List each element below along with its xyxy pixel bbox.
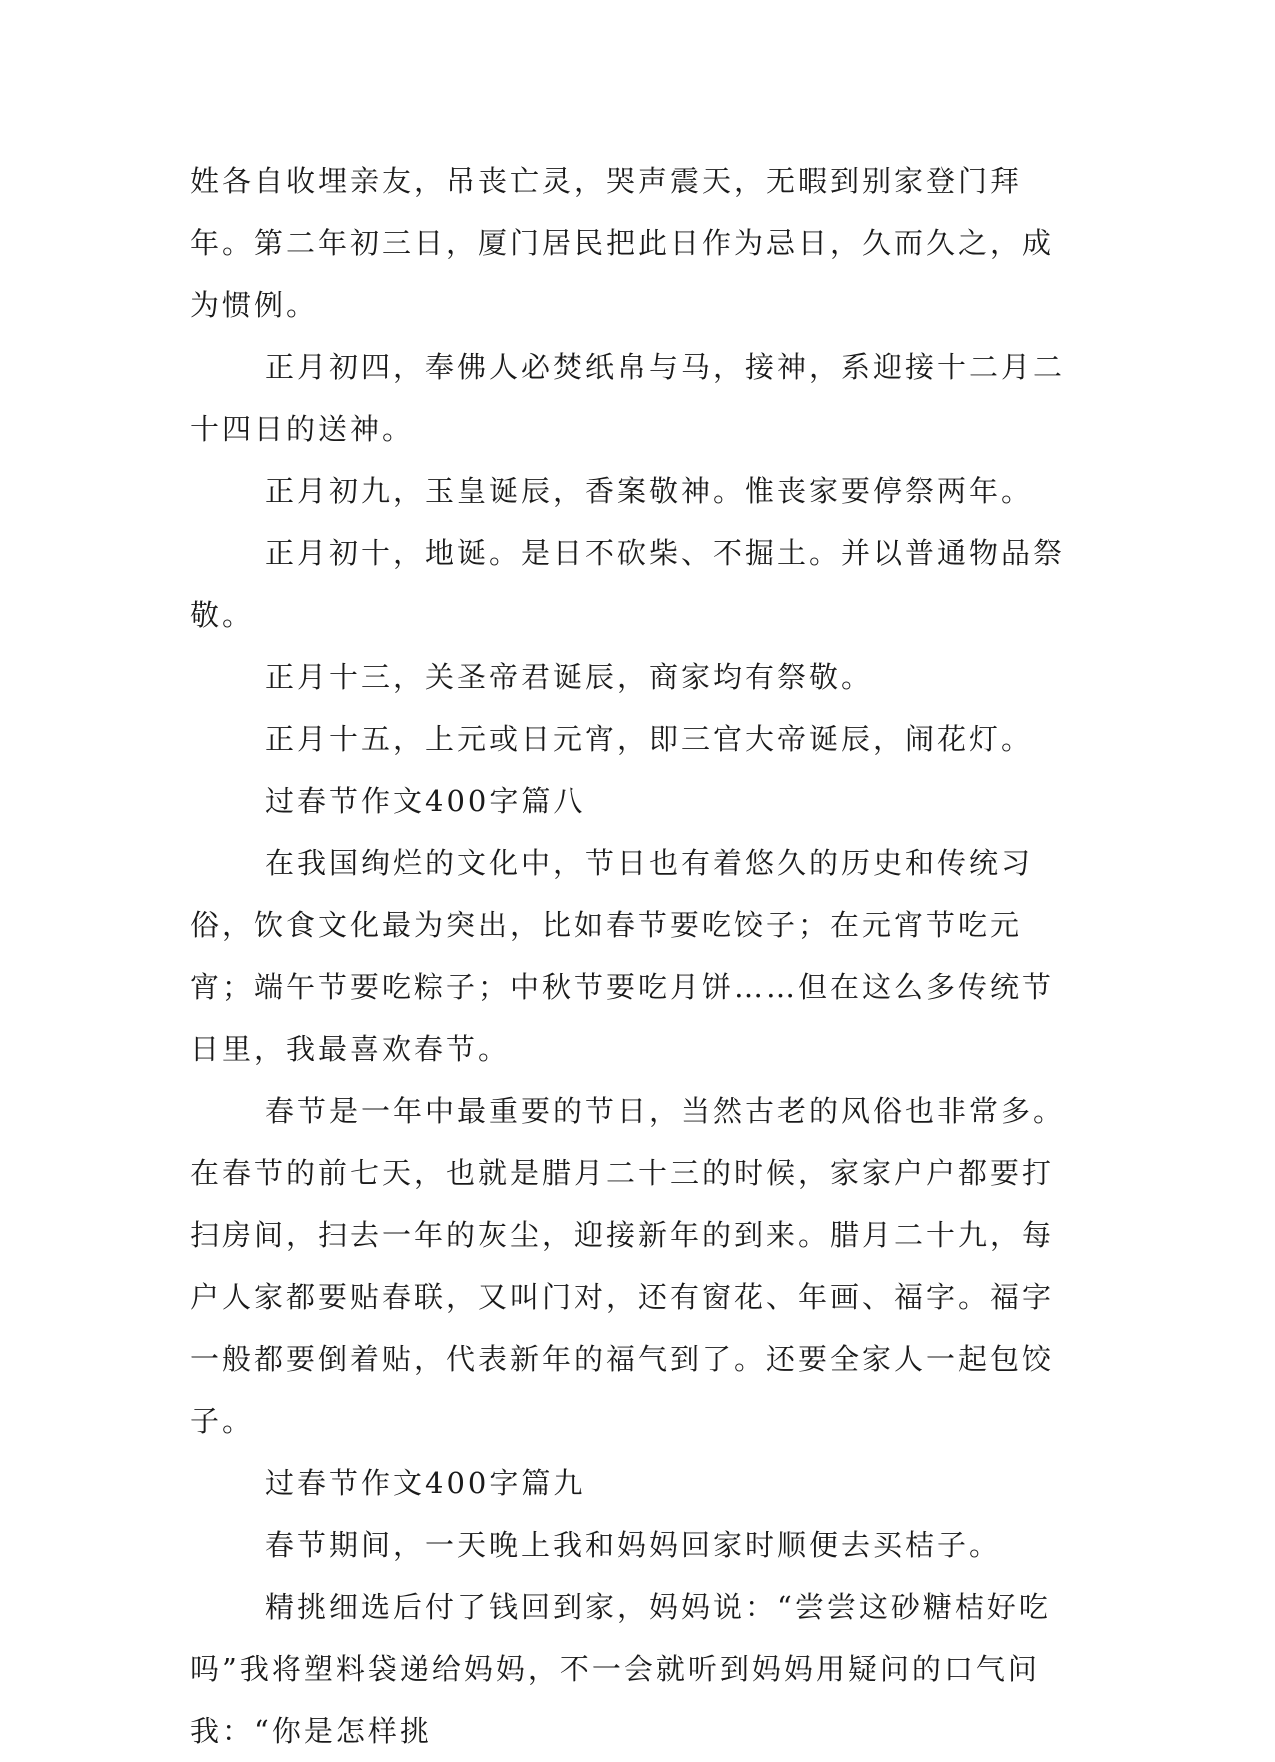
- document-body: [190, 150, 1070, 1762]
- paragraph-buying-oranges: 春节期间，一天晚上我和妈妈回家时顺便去买桔子。: [265, 1528, 1002, 1562]
- paragraph-spring-festival-customs: 春节是一年中最重要的节日，当然古老的风俗也非常多。在春节的前七天，也就是腊月二十三的时候，家家户户都要打扫房间，扫去一年的灰尘，迎接新年的到来。腊月二十九，每户人家都要贴春联，又叫门对，还有窗花、年画、福字。福字一般都要倒着贴，代表新年的福气到了。还要全家人一起包饺子。: [190, 1094, 1066, 1438]
- paragraph-day-fifteen: 正月十五，上元或日元宵，即三官大帝诞辰，闹花灯。: [265, 722, 1034, 756]
- paragraph-day-nine: 正月初九，玉皇诞辰，香案敬神。惟丧家要停祭两年。: [265, 474, 1034, 508]
- paragraph-mom-question: 精挑细选后付了钱回到家，妈妈说：“尝尝这砂糖桔好吃吗”我将塑料袋递给妈妈，不一会就听到妈妈用疑问的口气问我：“你是怎样挑: [190, 1590, 1051, 1748]
- paragraph-day-four: 正月初四，奉佛人必焚纸帛与马，接神，系迎接十二月二十四日的送神。: [190, 350, 1066, 446]
- paragraph-day-thirteen: 正月十三，关圣帝君诞辰，商家均有祭敬。: [265, 660, 874, 694]
- section-heading-nine: 过春节作文400字篇九: [265, 1466, 586, 1500]
- paragraph-food-culture: 在我国绚烂的文化中，节日也有着悠久的历史和传统习俗，饮食文化最为突出，比如春节要吃饺子；在元宵节吃元宵；端午节要吃粽子；中秋节要吃月饼……但在这么多传统节日里，我最喜欢春节。: [190, 846, 1055, 1066]
- paragraph-day-ten: 正月初十，地诞。是日不砍柴、不掘土。并以普通物品祭敬。: [190, 536, 1066, 632]
- section-heading-eight: 过春节作文400字篇八: [265, 784, 586, 818]
- paragraph-continuation: 姓各自收埋亲友，吊丧亡灵，哭声震天，无暇到别家登门拜年。第二年初三日，厦门居民把此日作为忌日，久而久之，成为惯例。: [190, 164, 1055, 322]
